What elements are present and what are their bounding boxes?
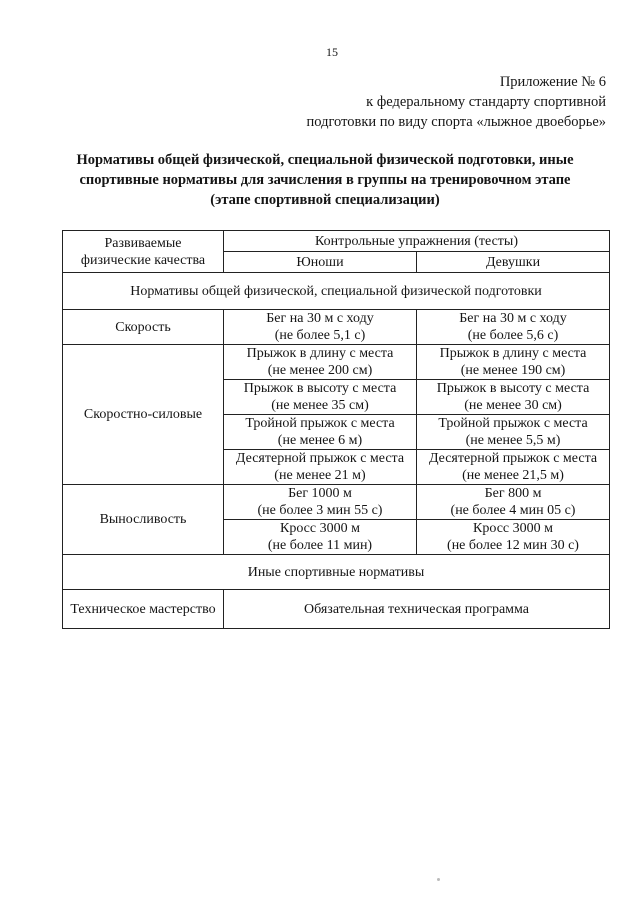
quality-technique: Техническое мастерство: [63, 590, 224, 629]
girls-norm: Прыжок в высоту с места (не менее 30 см): [417, 380, 610, 415]
boys-norm: Бег 1000 м (не более 3 мин 55 с): [224, 485, 417, 520]
boys-norm: Прыжок в высоту с места (не менее 35 см): [224, 380, 417, 415]
table-header-row: [63, 231, 610, 252]
girls-norm: Бег 800 м (не более 4 мин 05 с): [417, 485, 610, 520]
boys-norm: Бег на 30 м с ходу (не более 5,1 с): [224, 310, 417, 345]
page-number: 15: [326, 45, 338, 59]
scan-speck: [437, 878, 440, 881]
boys-norm: Десятерной прыжок с места (не менее 21 м): [224, 450, 417, 485]
appendix-line: подготовки по виду спорта «лыжное двоеборье»: [306, 114, 606, 130]
section-row: [63, 273, 610, 310]
section-other-norms: Иные спортивные нормативы: [63, 555, 610, 590]
table-row: [63, 310, 610, 345]
appendix-line: к федеральному стандарту спортивной: [366, 94, 606, 110]
header-boys: Юноши: [224, 252, 417, 273]
appendix-line: Приложение № 6: [499, 74, 606, 90]
girls-norm: Тройной прыжок с места (не менее 5,5 м): [417, 415, 610, 450]
document-title: [60, 150, 590, 210]
table-row: [63, 345, 610, 380]
girls-norm: Бег на 30 м с ходу (не более 5,6 с): [417, 310, 610, 345]
girls-norm: Кросс 3000 м (не более 12 мин 30 с): [417, 520, 610, 555]
standards-table: [62, 230, 610, 629]
boys-norm: Кросс 3000 м (не более 11 мин): [224, 520, 417, 555]
header-girls: Девушки: [417, 252, 610, 273]
quality-speed: Скорость: [63, 310, 224, 345]
boys-norm: Прыжок в длину с места (не менее 200 см): [224, 345, 417, 380]
girls-norm: Прыжок в длину с места (не менее 190 см): [417, 345, 610, 380]
header-tests: Контрольные упражнения (тесты): [224, 231, 610, 252]
section-general-physical: Нормативы общей физической, специальной физической подготовки: [63, 273, 610, 310]
header-quality: Развиваемые физические качества: [63, 231, 224, 273]
section-row: [63, 555, 610, 590]
girls-norm: Десятерной прыжок с места (не менее 21,5 м): [417, 450, 610, 485]
table-row: [63, 590, 610, 629]
title-line: спортивные нормативы для зачисления в группы на тренировочном этапе: [79, 172, 571, 188]
table-row: [63, 485, 610, 520]
title-line: (этапе спортивной специализации): [210, 192, 440, 208]
technique-norm: Обязательная техническая программа: [224, 590, 610, 629]
quality-endurance: Выносливость: [63, 485, 224, 555]
boys-norm: Тройной прыжок с места (не менее 6 м): [224, 415, 417, 450]
title-line: Нормативы общей физической, специальной физической подготовки, иные: [76, 152, 574, 168]
quality-speed-strength: Скоростно-силовые: [63, 345, 224, 485]
appendix-reference: [306, 72, 606, 132]
